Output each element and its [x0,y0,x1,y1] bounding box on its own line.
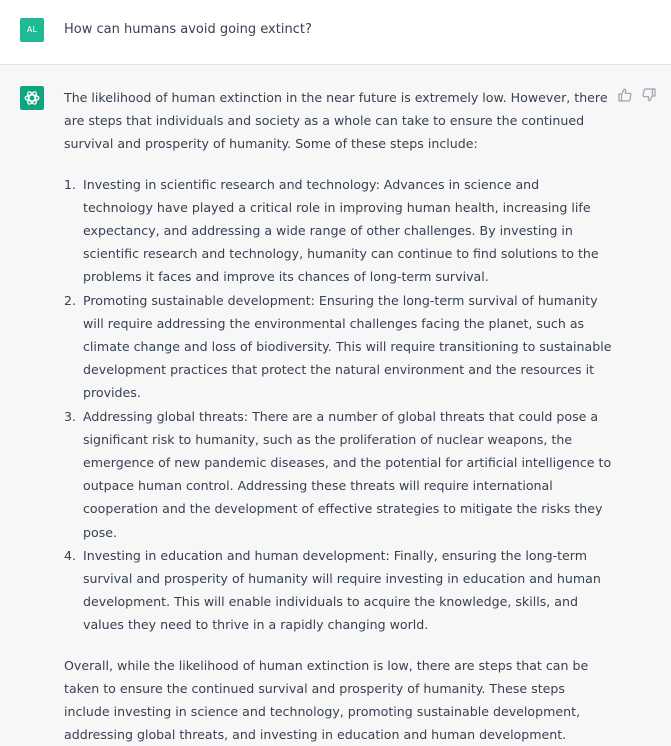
list-item-text: Promoting sustainable development: Ensuring the long-term survival of humanity will require addressing the environmental challenges facing the planet, such as climate change and loss of biodiversity. This will require transitioning to sustainable development practices that protect the natural environment and the resources it provides. [83,292,612,401]
thumbs-down-icon[interactable] [641,87,657,103]
steps-list [64,173,612,637]
user-avatar: AL [20,18,44,42]
list-item [64,405,612,544]
list-item-number: 4. [64,547,77,563]
assistant-message-row [0,65,671,743]
list-item [64,544,612,637]
list-item-number: 2. [64,292,77,308]
thumbs-up-icon[interactable] [617,87,633,103]
list-item-text: Addressing global threats: There are a number of global threats that could pose a significant risk to humanity, such as the proliferation of nuclear weapons, the emergence of new pandemic diseases, and the potential for artificial intelligence to outpace human control. Addressing these threats will require international cooperation and the development of effective strategies to mitigate the risks they pose. [83,408,612,540]
conclusion-paragraph: Overall, while the likelihood of human extinction is low, there are steps that can be taken to ensure the continued survival and prosperity of humanity. These steps include investing in science and technology, promoting sustainable development, addressing global threats, and investing in education and human development. [64,657,589,743]
list-item-text: Investing in scientific research and technology: Advances in science and technology have played a critical role in improving human health, increasing life expectancy, and addressing a wide range of other challenges. By investing in scientific research and technology, humanity can continue to find solutions to the problems it faces and improve its chances of long-term survival. [83,176,599,285]
user-message-row [0,0,671,65]
list-item [64,289,612,405]
openai-logo-icon [20,86,44,110]
list-item-text: Investing in education and human development: Finally, ensuring the long-term survival and prosperity of humanity will require investing in education and human development. This will enable individuals to acquire the knowledge, skills, and values they need to thrive in a rapidly changing world. [83,547,601,633]
list-item [64,173,612,289]
intro-paragraph: The likelihood of human extinction in the near future is extremely low. However, there are steps that individuals and society as a whole can take to ensure the continued survival and prosperity of humanity. Some of these steps include: [64,90,608,152]
assistant-message [64,86,612,746]
user-message-text: How can humans avoid going extinct? [64,22,312,37]
list-item-number: 1. [64,176,77,192]
list-item-number: 3. [64,408,77,424]
